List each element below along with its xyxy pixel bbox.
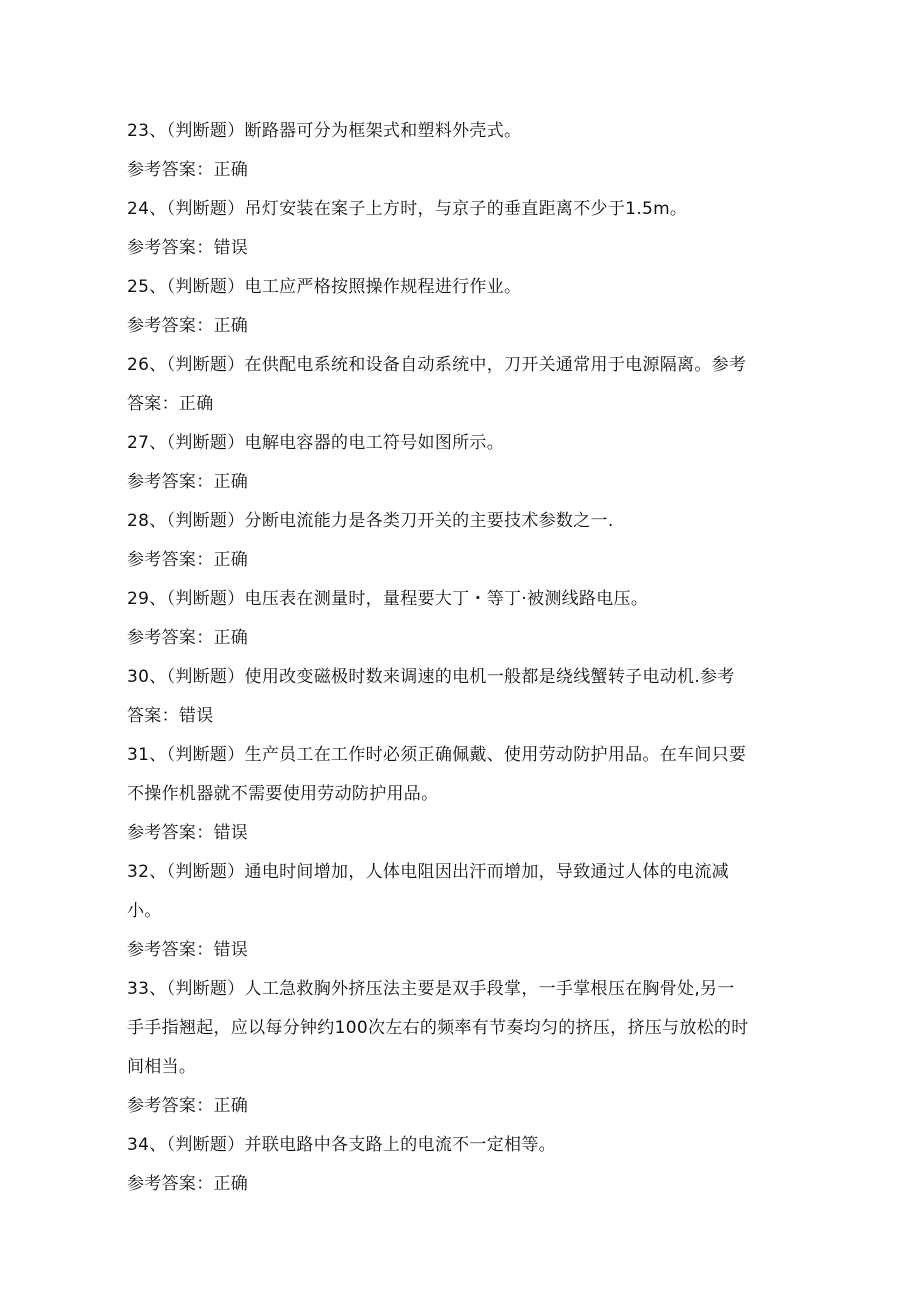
question-text-continued: 不操作机器就不需要使用劳动防护用品。 — [127, 784, 439, 804]
answer-text: 参考答案：正确 — [127, 1174, 249, 1194]
question-text-continued: 手手指翘起，应以每分钟约100次左右的频率有节奏均匀的挤压，挤压与放松的时 — [127, 1018, 749, 1038]
question-item — [127, 1126, 797, 1204]
question-text: 25、（判断题）电工应严格按照操作规程进行作业。 — [127, 277, 522, 297]
question-text: 27、（判断题）电解电容器的电工符号如图所示。 — [127, 433, 505, 453]
question-text: 32、（判断题）通电时间增加，人体电阻因出汗而增加，导致通过人体的电流减 — [127, 862, 729, 882]
question-text: 24、（判断题）吊灯安装在案子上方时，与京子的垂直距离不少于1.5m。 — [127, 199, 688, 219]
question-item — [127, 970, 797, 1126]
question-text: 23、（判断题）断路器可分为框架式和塑料外壳式。 — [127, 121, 522, 141]
answer-text: 参考答案：正确 — [127, 316, 249, 336]
question-text: 30、（判断题）使用改变磁极时数来调速的电机一般都是绕线蟹转子电动机.参考 — [127, 667, 735, 687]
answer-text: 参考答案：正确 — [127, 1096, 249, 1116]
question-item — [127, 190, 797, 268]
answer-text: 参考答案：错误 — [127, 238, 249, 258]
answer-text: 参考答案：正确 — [127, 550, 249, 570]
question-text: 34、（判断题）并联电路中各支路上的电流不一定相等。 — [127, 1135, 556, 1155]
question-text: 28、（判断题）分断电流能力是各类刀开关的主要技术参数之一. — [127, 511, 614, 531]
question-item — [127, 658, 797, 736]
question-text-continued: 间相当。 — [127, 1057, 197, 1077]
question-item — [127, 424, 797, 502]
answer-text: 参考答案：错误 — [127, 940, 249, 960]
question-text: 26、（判断题）在供配电系统和设备自动系统中，刀开关通常用于电源隔离。参考 — [127, 355, 747, 375]
answer-text: 参考答案：错误 — [127, 823, 249, 843]
question-text: 31、（判断题）生产员工在工作时必须正确佩戴、使用劳动防护用品。在车间只要 — [127, 745, 747, 765]
question-item — [127, 502, 797, 580]
question-item — [127, 736, 797, 853]
answer-text: 参考答案：正确 — [127, 160, 249, 180]
question-item — [127, 346, 797, 424]
question-text: 29、（判断题）电压表在测量时，量程要大丁・等丁·被测线路电压。 — [127, 589, 649, 609]
question-text: 33、（判断题）人工急救胸外挤压法主要是双手段掌，一手掌根压在胸骨处,另一 — [127, 979, 735, 999]
question-text-continued: 小。 — [127, 901, 162, 921]
question-item — [127, 853, 797, 970]
answer-text: 答案：正确 — [127, 394, 214, 414]
question-item — [127, 268, 797, 346]
question-list — [127, 112, 797, 1204]
question-item — [127, 580, 797, 658]
answer-text: 答案：错误 — [127, 706, 214, 726]
answer-text: 参考答案：正确 — [127, 472, 249, 492]
question-item — [127, 112, 797, 190]
answer-text: 参考答案：正确 — [127, 628, 249, 648]
